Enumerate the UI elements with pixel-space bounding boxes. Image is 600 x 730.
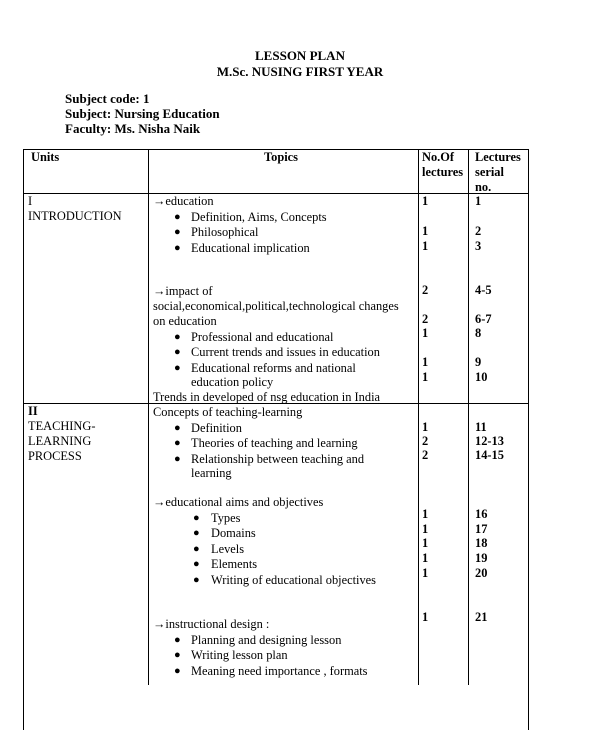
lecture-count: 1	[422, 420, 429, 434]
topic-line: on education	[153, 314, 217, 328]
topic-item: Types	[211, 511, 241, 525]
lecture-serial: 19	[475, 551, 488, 565]
unit-name: PROCESS	[28, 449, 82, 463]
topic-item: Educational implication	[191, 241, 310, 255]
topic-group-heading: →educational aims and objectives	[153, 495, 324, 509]
bullet-icon: ●	[174, 331, 181, 343]
bullet-icon: ●	[174, 437, 181, 449]
topic-item: Professional and educational	[191, 330, 334, 344]
lecture-serial: 21	[475, 610, 488, 624]
topic-item: Educational reforms and national	[191, 361, 356, 375]
lecture-serial: 4-5	[475, 283, 492, 297]
lecture-serial: 9	[475, 355, 482, 369]
bullet-icon: ●	[174, 211, 181, 223]
bullet-icon: ●	[193, 543, 200, 555]
bullet-icon: ●	[174, 346, 181, 358]
topic-group-heading: →instructional design :	[153, 617, 270, 631]
topic-item: Levels	[211, 542, 245, 556]
col-divider-1	[148, 149, 149, 685]
unit-name: INTRODUCTION	[28, 209, 122, 223]
unit-name: LEARNING	[28, 434, 92, 448]
topic-line: social,economical,political,technological changes	[153, 299, 399, 313]
topic-item: Definition, Aims, Concepts	[191, 210, 327, 224]
bullet-icon: ●	[174, 665, 181, 677]
lecture-count: 1	[422, 522, 429, 536]
lecture-serial: 17	[475, 522, 488, 536]
lecture-serial: 2	[475, 224, 482, 238]
topic-item-continued: learning	[191, 466, 232, 480]
topic-item: Current trends and issues in education	[191, 345, 380, 359]
header-lectures-1: No.Of	[422, 150, 455, 164]
lecture-count: 2	[422, 434, 429, 448]
lecture-count: 1	[422, 239, 429, 253]
topic-group-heading: Concepts of teaching-learning	[153, 405, 303, 419]
topic-item: Planning and designing lesson	[191, 633, 342, 647]
header-units: Units	[31, 150, 60, 164]
unit-number: I	[28, 194, 33, 208]
topic-item-continued: education policy	[191, 375, 274, 389]
col-divider-3	[468, 149, 469, 685]
col-divider-2	[418, 149, 419, 685]
header-divider	[23, 193, 529, 194]
bullet-icon: ●	[193, 558, 200, 570]
topic-group-heading: →education	[153, 194, 214, 208]
lecture-serial: 11	[475, 420, 487, 434]
topic-item: Elements	[211, 557, 258, 571]
page-subtitle: M.Sc. NUSING FIRST YEAR	[216, 64, 384, 79]
header-serial-1: Lectures	[475, 150, 521, 164]
header-topics: Topics	[264, 150, 298, 164]
bullet-icon: ●	[174, 634, 181, 646]
lecture-count: 1	[422, 610, 429, 624]
lecture-serial: 14-15	[475, 448, 504, 462]
lecture-serial: 1	[475, 194, 482, 208]
bullet-icon: ●	[174, 242, 181, 254]
faculty: Faculty: Ms. Nisha Naik	[65, 121, 201, 136]
lecture-serial: 16	[475, 507, 488, 521]
topic-item: Meaning need importance , formats	[191, 664, 368, 678]
lecture-count: 2	[422, 283, 429, 297]
subject-code: Subject code: 1	[65, 91, 150, 106]
lecture-serial: 6-7	[475, 312, 492, 326]
lecture-serial: 8	[475, 326, 482, 340]
bullet-icon: ●	[174, 362, 181, 374]
bullet-icon: ●	[193, 574, 200, 586]
page-title: LESSON PLAN	[255, 48, 345, 63]
lecture-serial: 10	[475, 370, 488, 384]
topic-item: Relationship between teaching and	[191, 452, 365, 466]
topic-item: Theories of teaching and learning	[191, 436, 358, 450]
lecture-count: 1	[422, 326, 429, 340]
lecture-count: 2	[422, 312, 429, 326]
bullet-icon: ●	[193, 527, 200, 539]
header-lectures-2: lectures	[422, 165, 464, 179]
bullet-icon: ●	[174, 226, 181, 238]
lecture-serial: 18	[475, 536, 488, 550]
topic-item: Writing of educational objectives	[211, 573, 376, 587]
lecture-count: 1	[422, 224, 429, 238]
lecture-count: 1	[422, 370, 429, 384]
lecture-count: 1	[422, 355, 429, 369]
lecture-count: 1	[422, 536, 429, 550]
topic-item: Writing lesson plan	[191, 648, 288, 662]
header-serial-2: serial	[475, 165, 504, 179]
lecture-count: 1	[422, 194, 429, 208]
unit-name: TEACHING-	[28, 419, 96, 433]
bullet-icon: ●	[174, 422, 181, 434]
unit-number: II	[28, 404, 38, 418]
lecture-serial: 12-13	[475, 434, 504, 448]
topic-group-heading: →impact of	[153, 284, 213, 298]
topic-item: Domains	[211, 526, 256, 540]
topic-item: Philosophical	[191, 225, 259, 239]
bullet-icon: ●	[193, 512, 200, 524]
lecture-count: 1	[422, 551, 429, 565]
lecture-count: 1	[422, 507, 429, 521]
lecture-count: 1	[422, 566, 429, 580]
subject: Subject: Nursing Education	[65, 106, 220, 121]
header-serial-3: no.	[475, 180, 492, 194]
lecture-count: 2	[422, 448, 429, 462]
bullet-icon: ●	[174, 453, 181, 465]
bullet-icon: ●	[174, 649, 181, 661]
lecture-serial: 3	[475, 239, 482, 253]
topic-line: Trends in developed of nsg education in India	[153, 390, 381, 404]
topic-item: Definition	[191, 421, 242, 435]
lecture-serial: 20	[475, 566, 488, 580]
